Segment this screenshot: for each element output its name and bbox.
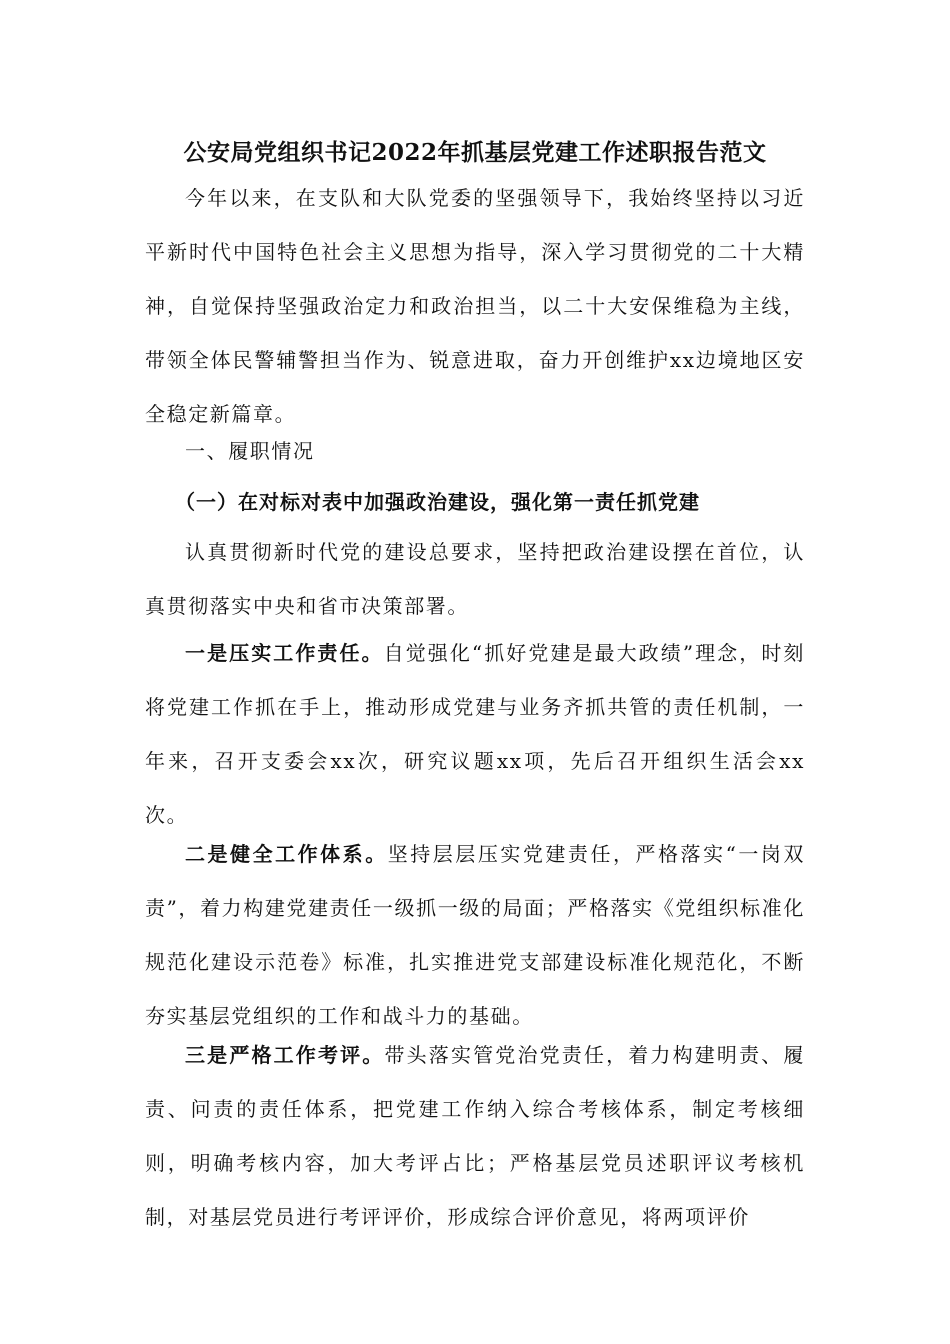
point-paragraph-system bbox=[145, 827, 805, 1043]
point-lead-evaluation: 三是严格工作考评。 bbox=[185, 1043, 385, 1067]
point-body-evaluation: 带头落实管党治党责任，着力构建明责、履责、问责的责任体系，把党建工作纳入综合考核体系，制定考核细则，明确考核内容，加大考评占比；严格基层党员述职评议考核机制，对基层党员进行考评评价，形成综合评价意见，将两项评价 bbox=[145, 1043, 805, 1229]
section-heading-performance: 一、履职情况 bbox=[185, 439, 315, 463]
point-lead-system: 二是健全工作体系。 bbox=[185, 842, 388, 866]
point-lead-responsibility: 一是压实工作责任。 bbox=[185, 641, 384, 665]
point-body-responsibility: 自觉强化“抓好党建是最大政绩”理念，时刻将党建工作抓在手上，推动形成党建与业务齐抓共管的责任机制，一年来，召开支委会xx次，研究议题xx项，先后召开组织生活会xx次。 bbox=[145, 641, 805, 827]
point-body-system: 坚持层层压实党建责任，严格落实“一岗双责”，着力构建党建责任一级抓一级的局面；严格落实《党组织标准化规范化建设示范卷》标准，扎实推进党支部建设标准化规范化，不断夯实基层党组织的工作和战斗力的基础。 bbox=[145, 842, 806, 1028]
point-paragraph-evaluation bbox=[145, 1028, 805, 1244]
intro-paragraph: 今年以来，在支队和大队党委的坚强领导下，我始终坚持以习近平新时代中国特色社会主义思想为指导，深入学习贯彻党的二十大精神，自觉保持坚强政治定力和政治担当，以二十大安保维稳为主线，带领全体民警辅警担当作为、锐意进取，奋力开创维护xx边境地区安全稳定新篇章。 bbox=[145, 186, 805, 426]
document-title: 公安局党组织书记2022年抓基层党建工作述职报告范文 bbox=[183, 139, 767, 166]
point-paragraph-responsibility bbox=[145, 626, 805, 842]
subsection-heading-political-building: （一）在对标对表中加强政治建设，强化第一责任抓党建 bbox=[175, 490, 700, 514]
subsection-intro-paragraph: 认真贯彻新时代党的建设总要求，坚持把政治建设摆在首位，认真贯彻落实中央和省市决策部署。 bbox=[145, 540, 805, 618]
